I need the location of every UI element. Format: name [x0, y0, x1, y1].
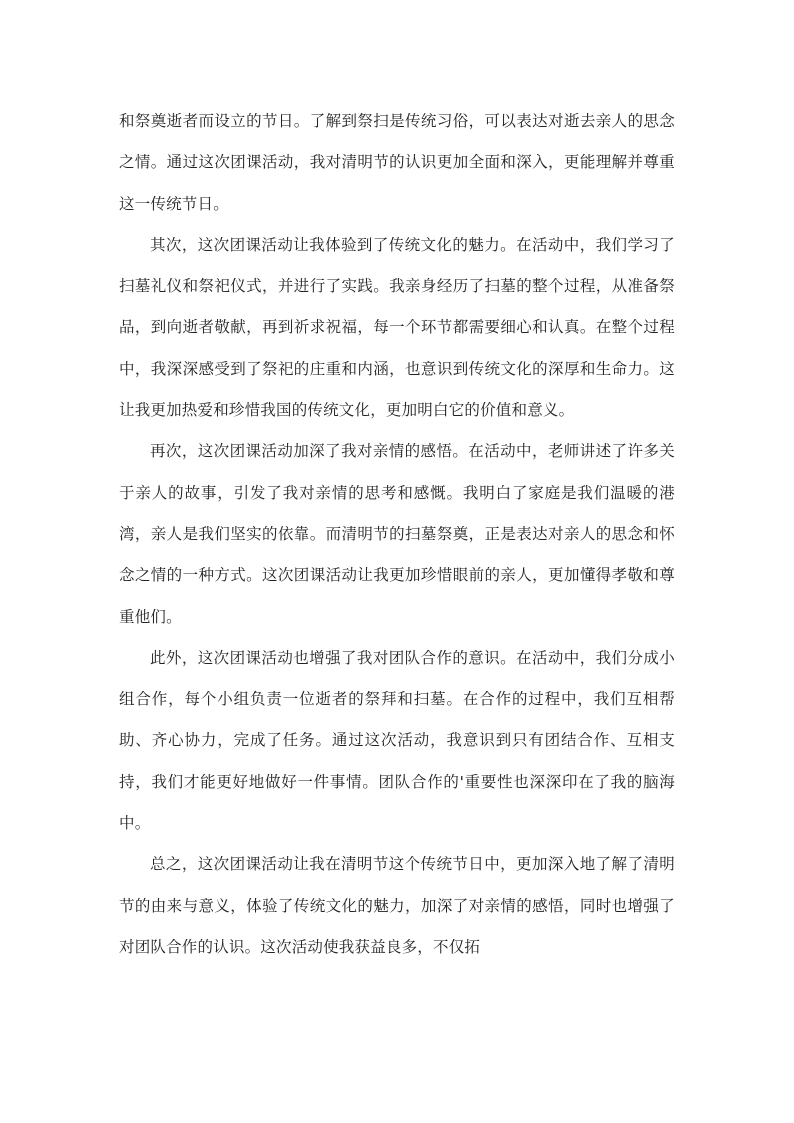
paragraph-1: 和祭奠逝者而设立的节日。了解到祭扫是传统习俗，可以表达对逝去亲人的思念之情。通过这次团课活动，我对清明节的认识更加全面和深入，更能理解并尊重这一传统节日。 — [119, 112, 675, 213]
paragraph-3: 再次，这次团课活动加深了我对亲情的感悟。在活动中，老师讲述了许多关于亲人的故事，引发了我对亲情的思考和感慨。我明白了家庭是我们温暖的港湾，亲人是我们坚实的依靠。而清明节的扫墓祭奠，正是表达对亲人的思念和怀念之情的一种方式。这次团课活动让我更加珍惜眼前的亲人，更加懂得孝敬和尊重他们。 — [119, 442, 675, 626]
paragraph-4: 此外，这次团课活动也增强了我对团队合作的意识。在活动中，我们分成小组合作，每个小组负责一位逝者的祭拜和扫墓。在合作的过程中，我们互相帮助、齐心协力，完成了任务。通过这次活动，我意识到只有团结合作、互相支持，我们才能更好地做好一件事情。团队合作的'重要性也深深印在了我的脑海中。 — [119, 648, 675, 833]
paragraph-5: 总之，这次团课活动让我在清明节这个传统节日中，更加深入地了解了清明节的由来与意义，体验了传统文化的魅力，加深了对亲情的感悟，同时也增强了对团队合作的认识。这次活动使我获益良多，不仅拓 — [119, 855, 675, 956]
document-page — [119, 101, 675, 968]
paragraph-2: 其次，这次团课活动让我体验到了传统文化的魅力。在活动中，我们学习了扫墓礼仪和祭祀仪式，并进行了实践。我亲身经历了扫墓的整个过程，从准备祭品，到向逝者敬献，再到祈求祝福，每一个环节都需要细心和认真。在整个过程中，我深深感受到了祭祀的庄重和内涵，也意识到传统文化的深厚和生命力。这让我更加热爱和珍惜我国的传统文化，更加明白它的价值和意义。 — [119, 235, 675, 420]
